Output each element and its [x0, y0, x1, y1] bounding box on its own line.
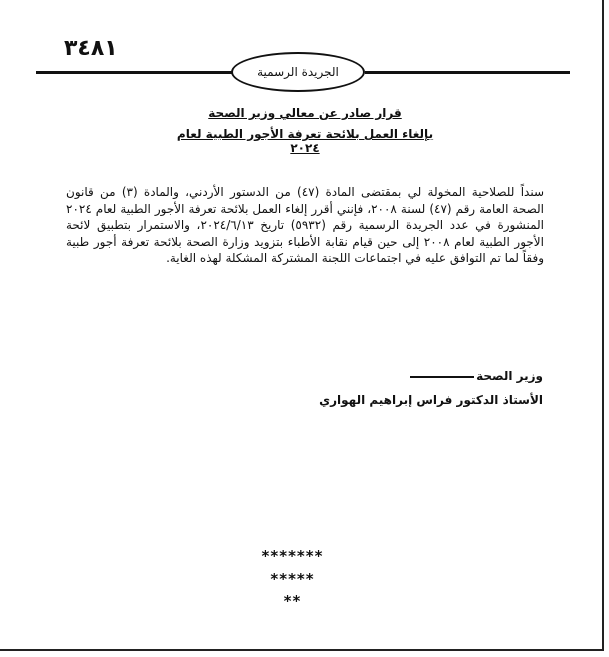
- header-rule-left: [36, 71, 232, 74]
- decision-title-text: قرار صادر عن معالي وزير الصحة: [208, 106, 402, 120]
- gazette-label-oval: [231, 52, 365, 92]
- signer-name-text: الأستاذ الدكتور فراس إبراهيم الهواري: [319, 393, 543, 407]
- decision-paragraph: سنداً للصلاحية المخولة لي بمقتضى المادة (٤٧) من الدستور الأردني، والمادة (٣) من قانون الصحة العامة رقم (٤٧) لسنة ٢٠٠٨، فإنني أقرر إلغاء العمل بلائحة تعرفة الأجور الطبية لعام ٢٠٢٤ المنشورة في عدد الجريدة الرسمية رقم (٥٩٣٢) تاريخ ٢٠٢٤/٦/١٣، والاستمرار بتطبيق لائحة الأجور الطبية لعام ٢٠٠٨ إلى حين قيام نقابة الأطباء بتزويد وزارة الصحة بلائحة تعرفة أجور طبية وفقاً لما تم التوافق عليه في اجتماعات اللجنة المشتركة المشكلة لهذه الغاية.: [66, 185, 545, 265]
- decision-body: [66, 184, 544, 267]
- signer-name: [319, 393, 543, 407]
- end-stars-2: *****: [270, 570, 315, 588]
- page-number: ٣٤٨١: [64, 36, 118, 61]
- gazette-label: الجريدة الرسمية: [257, 65, 339, 79]
- decision-subtitle-text: بإلغاء العمل بلائحة تعرفة الأجور الطبية لعام ٢٠٢٤: [176, 127, 434, 155]
- decision-title: [170, 106, 440, 120]
- signer-title-text: وزير الصحة: [476, 369, 543, 383]
- signer-title-kashida: [410, 376, 474, 378]
- end-stars-1: *******: [261, 547, 324, 565]
- end-stars-3: **: [283, 592, 302, 610]
- header-rule-right: [365, 71, 570, 74]
- signer-title: [410, 369, 543, 383]
- decision-subtitle: [170, 127, 440, 155]
